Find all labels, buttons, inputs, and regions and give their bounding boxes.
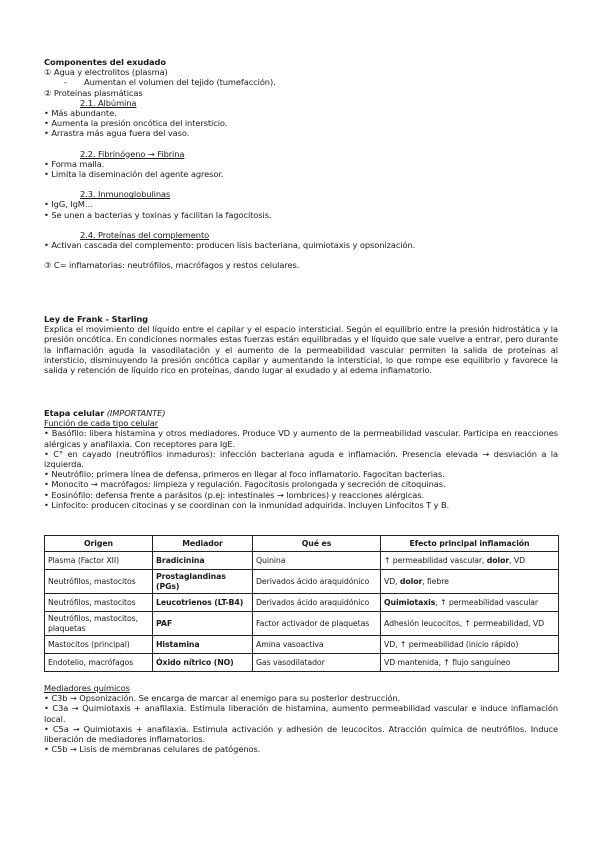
list-item: • Aumenta la presión oncótica del intersticio.	[44, 118, 228, 129]
effect-text: ↑ permeabilidad vascular,	[384, 555, 487, 565]
list-item: • IgG, IgM…	[44, 199, 94, 210]
section-title: Componentes del exudado	[44, 57, 166, 67]
column-header: Qué es	[253, 536, 381, 552]
list-item: • C5b → Lisis de membranas celulares de patógenos.	[44, 744, 261, 755]
paragraph: Explica el movimiento del líquido entre el capilar y el espacio intersticial. Según el equilibrio entre la presión hidrostática y la presión oncótica. En condiciones normales estas fuerzas están equilibradas y el líquido que sale vuelve a entrar, pero durante la inflamación aguda la vasodilatación y el aumento de la permeabilidad vascular permiten la salida de proteínas al intersticio, disminuyendo la presión oncótica capilar y aumentando la intersticial, lo que rompe ese equilibrio y favorece la salida y retención de líquido rico en proteínas, dando lugar al exudado y al edema inflamatorio.	[44, 324, 558, 376]
list-item: • Arrastra más agua fuera del vaso.	[44, 128, 190, 139]
effect-text: VD mantenida, ↑ flujo sanguíneo	[384, 658, 511, 668]
list-item: • C3a → Quimiotaxis + anafilaxia. Estimula liberación de histamina, aumento permeabilidad vascular e induce inflamación local.	[44, 703, 558, 724]
definition-cell: Derivados ácido araquidónico	[253, 594, 381, 612]
list-item: • Limita la diseminación del agente agresor.	[44, 169, 224, 180]
table-row	[45, 570, 559, 594]
list-item: • Eosinófilo: defensa frente a parásitos (p.ej: intestinales → lombrices) y reacciones alérgicas.	[44, 489, 424, 500]
table-row	[45, 636, 559, 654]
cellular-stage-section	[44, 408, 558, 510]
effect-cell	[381, 570, 559, 594]
effect-cell	[381, 594, 559, 612]
definition-cell: Gas vasodilatador	[253, 654, 381, 672]
list-item-text: Aumentan el volumen del tejido (tumefacción).	[84, 77, 276, 88]
table-row	[45, 612, 559, 636]
effect-text: , VD	[509, 555, 526, 565]
effect-text: VD, ↑ permeabilidad (inicio rápido)	[384, 640, 519, 650]
list-item: ③ C= inflamatorias: neutrófilos, macrófagos y restos celulares.	[44, 260, 300, 271]
subsection-title: Función de cada tipo celular	[44, 418, 159, 429]
mediator-cell: Histamina	[153, 636, 253, 654]
mediator-cell: Óxido nítrico (NO)	[153, 654, 253, 672]
effect-text: Adhesión leucocitos, ↑ permeabilidad, VD	[384, 618, 544, 628]
frank-starling-section	[44, 314, 558, 375]
subsection-title: Mediadores químicos	[44, 683, 130, 693]
effect-cell	[381, 636, 559, 654]
subsection-title: 2.3. Inmunoglobulinas	[80, 189, 171, 200]
origin-cell: Plasma (Factor XII)	[45, 552, 153, 570]
mediator-cell: Prostaglandinas (PGs)	[153, 570, 253, 594]
definition-cell: Derivados ácido araquidónico	[253, 570, 381, 594]
definition-cell: Amina vasoactiva	[253, 636, 381, 654]
mediators-table	[44, 535, 559, 672]
list-item: • Basófilo: libera histamina y otros mediadores. Produce VD y aumento de la permeabilidad vascular. Participa en reacciones alérgicas y anafilaxia. Con receptores para IgE.	[44, 428, 558, 449]
effect-bold-text: dolor	[399, 576, 423, 586]
origin-cell: Neutrófilos, mastocitos	[45, 570, 153, 594]
table-row	[45, 594, 559, 612]
list-item: • Forma malla.	[44, 158, 105, 169]
list-item: • Activan cascada del complemento: producen lisis bacteriana, quimiotaxis y opsonización.	[44, 240, 416, 251]
list-item: • C5a → Quimiotaxis + anafilaxia. Estimula activación y adhesión de leucocitos. Atracción química de neutrófilos. Induce liberación de mediadores inflamatorios.	[44, 723, 558, 745]
list-item: • Más abundante.	[44, 108, 117, 119]
table-row	[45, 654, 559, 672]
section-title: Ley de Frank - Starling	[44, 314, 149, 324]
mediator-cell: PAF	[153, 612, 253, 636]
mediator-cell: Leucotrienos (LT-B4)	[153, 594, 253, 612]
column-header: Efecto principal inflamación	[381, 536, 559, 552]
table-row	[45, 552, 559, 570]
effect-text: , fiebre	[422, 576, 449, 586]
list-item: • Neutrófilo: primera línea de defensa, primeros en llegar al foco inflamatorio. Fagocitan bacterias.	[44, 469, 445, 480]
effect-bold-text: dolor	[486, 555, 510, 565]
list-item	[44, 77, 558, 87]
chemical-mediators-section	[44, 683, 558, 754]
effect-cell	[381, 654, 559, 672]
subsection-title: 2.1. Albúmina	[80, 97, 137, 108]
exudate-components-section	[44, 57, 558, 270]
list-item: ② Proteínas plasmáticas	[44, 87, 143, 98]
list-item: • Se unen a bacterias y toxinas y facilitan la fagocitosis.	[44, 209, 272, 220]
list-item: • C3b → Opsonización. Se encarga de marcar al enemigo para su posterior destrucción.	[44, 693, 401, 704]
effect-cell	[381, 612, 559, 636]
subsection-title: 2.4. Proteínas del complemento	[80, 229, 210, 240]
table-header-row	[45, 536, 559, 552]
effect-text: , ↑ permeabilidad vascular	[435, 597, 539, 607]
list-item: ① Agua y electrolitos (plasma)	[44, 67, 168, 78]
subsection-title: 2.2. Fibrinógeno → Fibrina	[80, 148, 185, 159]
effect-text: VD,	[384, 576, 400, 586]
origin-cell: Neutrófilos, mastocitos, plaquetas	[45, 612, 153, 636]
list-item: • Monocito → macrófagos: limpieza y regulación. Fagocitosis prolongada y secreción de citoquinas.	[44, 479, 446, 490]
origin-cell: Mastocitos (principal)	[45, 636, 153, 654]
column-header: Mediador	[153, 536, 253, 552]
effect-cell	[381, 552, 559, 570]
definition-cell: Quinina	[253, 552, 381, 570]
origin-cell: Endotelio, macrófagos	[45, 654, 153, 672]
origin-cell: Neutrófilos, mastocitos	[45, 594, 153, 612]
section-title: Etapa celular	[44, 408, 105, 418]
mediator-cell: Bradicinina	[153, 552, 253, 570]
effect-bold-text: Quimiotaxis	[384, 597, 436, 607]
definition-cell: Factor activador de plaquetas	[253, 612, 381, 636]
list-item: • C° en cayado (neutrófilos inmaduros): infección bacteriana aguda e inflamación. Presencia elevada → desviación a la izquierda.	[44, 448, 558, 470]
dash-marker: -	[64, 77, 67, 88]
column-header: Origen	[45, 536, 153, 552]
section-title-note: (IMPORTANTE)	[106, 408, 166, 418]
list-item: • Linfocito: producen citocinas y se coordinan con la inmunidad adquirida. Incluyen Linfocitos T y B.	[44, 499, 450, 510]
